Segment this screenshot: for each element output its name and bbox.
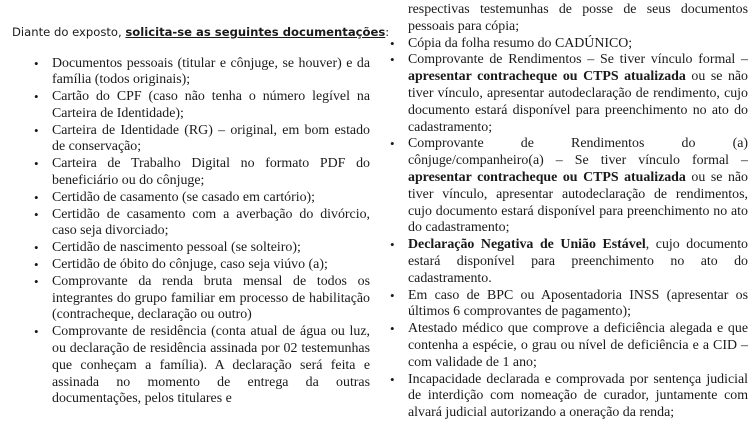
- list-item: [390, 136, 748, 237]
- intro-emphasis: solicita-se as seguintes documentações: [125, 25, 386, 39]
- list-item-text: Atestado médico que comprove a deficiência alegada e que contenha a espécie, o grau ou nível de deficiência e a CID – com validade de 1 ano;: [408, 321, 748, 370]
- bullet-icon: •: [390, 237, 395, 253]
- bullet-icon: •: [390, 321, 395, 337]
- list-item: [34, 156, 370, 190]
- bullet-icon: •: [34, 240, 39, 256]
- list-item: [390, 52, 748, 136]
- list-item: [34, 55, 370, 90]
- list-item-text: respectivas testemunhas de posse de seus documentos pessoais para cópia;: [408, 2, 748, 34]
- list-item: [390, 35, 748, 53]
- list-item-text: Comprovante de Rendimentos do (a) cônjuge/companheiro(a) – Se tiver vínculo formal –: [408, 136, 748, 169]
- list-item-text: Documentos pessoais (titular e cônjuge, se houver) e da família (todos originais);: [52, 55, 370, 88]
- list-item: [390, 237, 749, 287]
- bullet-icon: •: [34, 324, 39, 340]
- list-item: [34, 89, 370, 123]
- list-item: [390, 321, 748, 371]
- list-item: [390, 371, 748, 422]
- list-item-bold-text: Declaração Negativa de União Estável: [408, 237, 646, 253]
- list-item-text: Cópia da folha resumo do CADÚNICO;: [408, 35, 633, 51]
- list-item: [390, 287, 748, 322]
- bullet-icon: •: [34, 273, 39, 289]
- list-item-text: Certidão de óbito do cônjuge, caso seja viúvo (a);: [52, 257, 328, 273]
- intro-suffix: :: [385, 25, 390, 39]
- document-list-right: [390, 2, 749, 422]
- list-item-text: Incapacidade declarada e comprovada por sentença judicial de interdição com nomeação de curador, juntamente com alvará judicial autorizando a oneração da renda;: [408, 371, 748, 421]
- list-item-text: Certidão de casamento (se casado em cartório);: [52, 189, 316, 205]
- list-item-text: Cartão do CPF (caso não tenha o número legível na Carteira de Identidade);: [52, 89, 370, 121]
- list-item: [34, 122, 370, 157]
- bullet-icon: •: [390, 371, 395, 387]
- bullet-icon: •: [390, 136, 395, 152]
- bullet-icon: •: [390, 52, 395, 68]
- document-list-left: [34, 55, 370, 409]
- intro-prefix: Diante do exposto,: [12, 25, 126, 39]
- bullet-icon: •: [34, 189, 39, 205]
- bullet-icon: •: [34, 206, 39, 222]
- list-item-text: Certidão de nascimento pessoal (se solteiro);: [52, 240, 301, 256]
- list-item-bold-text: apresentar contracheque ou CTPS atualizada: [408, 169, 686, 185]
- list-item-continuation: [408, 2, 748, 36]
- list-item-text: , cujo documento estará disponível para preenchimento no ato do cadastramento.: [408, 237, 749, 286]
- list-item-text: Comprovante de residência (conta atual de água ou luz, ou declaração de residência assinada por 02 testemunhas que conheçam a família). A declaração será feita e assinada no momento de entrega da outras documentações, pelos titulares e: [52, 324, 370, 407]
- list-item: [34, 257, 370, 274]
- list-item-text: Certidão de casamento com a averbação do divórcio, caso seja divorciado;: [52, 206, 370, 239]
- list-item-bold-text: apresentar contracheque ou CTPS atualizada: [408, 69, 686, 85]
- list-item: [34, 189, 370, 207]
- list-item-text: Em caso de BPC ou Aposentadoria INSS (apresentar os últimos 6 comprovantes de pagamento);: [408, 287, 748, 320]
- list-item-text: ou se não tiver vínculo, apresentar autodeclaração de rendimento, cujo documento estará disponível para preenchimento no ato do cadastramento;: [408, 69, 748, 135]
- bullet-icon: •: [34, 122, 39, 138]
- intro-paragraph: [12, 25, 390, 39]
- bullet-icon: •: [390, 35, 395, 51]
- list-item-text: Comprovante da renda bruta mensal de todos os integrantes do grupo familiar em processo de habilitação (contracheque, declaração ou outro): [52, 273, 370, 323]
- bullet-icon: •: [390, 287, 395, 303]
- list-item-text: Carteira de Identidade (RG) – original, em bom estado de conservação;: [52, 122, 370, 155]
- bullet-icon: •: [34, 257, 39, 273]
- bullet-icon: •: [34, 89, 39, 105]
- bullet-icon: •: [34, 156, 39, 172]
- list-item: [34, 240, 370, 257]
- bullet-icon: •: [34, 55, 39, 71]
- list-item-text: Comprovante de Rendimentos – Se tiver vínculo formal –: [408, 52, 748, 68]
- list-item: [34, 324, 370, 408]
- list-item: [34, 206, 370, 241]
- list-item-text: Carteira de Trabalho Digital no formato PDF do beneficiário ou do cônjuge;: [52, 156, 370, 189]
- list-item: [34, 273, 370, 324]
- list-item-text: ou se não tiver vínculo, apresentar autodeclaração de rendimentos, cujo documento estará disponível para preenchimento no ato do cadastramento;: [408, 169, 748, 236]
